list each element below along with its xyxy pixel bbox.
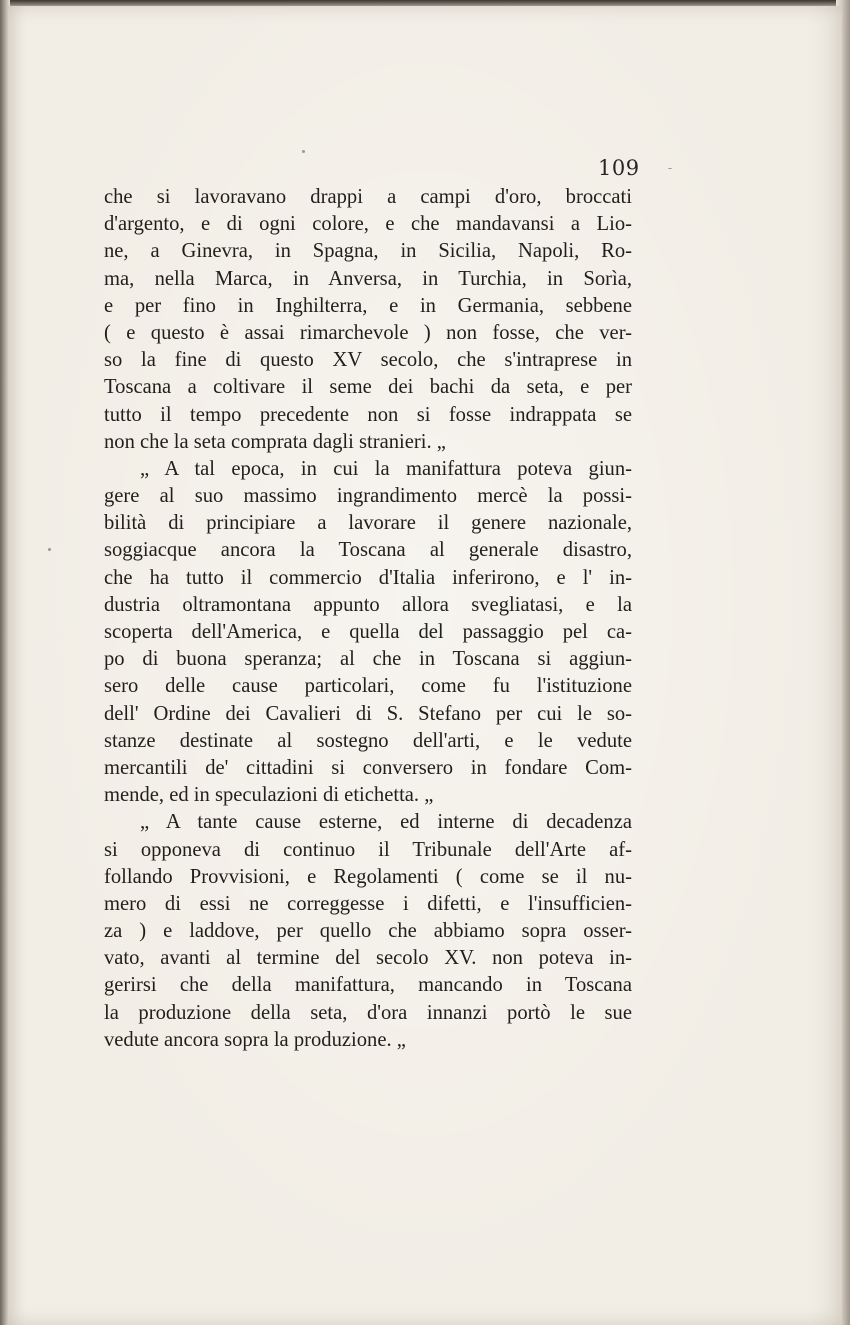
text-line: „ A tal epoca, in cui la manifattura poteva giun- bbox=[140, 457, 632, 480]
text-line: bilità di principiare a lavorare il genere nazionale, bbox=[104, 512, 632, 535]
text-line: stanze destinate al sostegno dell'arti, e le vedute bbox=[104, 729, 632, 752]
text-line: vato, avanti al termine del secolo XV. non poteva in- bbox=[104, 947, 632, 970]
text-line: che ha tutto il commercio d'Italia inferirono, e l' in- bbox=[104, 566, 632, 589]
body-text bbox=[104, 184, 632, 1054]
text-line: soggiacque ancora la Toscana al generale disastro, bbox=[104, 539, 632, 562]
text-line: po di buona speranza; al che in Toscana si aggiun- bbox=[104, 648, 632, 671]
text-line: follando Provvisioni, e Regolamenti ( come se il nu- bbox=[104, 865, 632, 888]
text-line: dell' Ordine dei Cavalieri di S. Stefano per cui le so- bbox=[104, 702, 632, 725]
text-line: so la fine di questo XV secolo, che s'intraprese in bbox=[104, 349, 632, 372]
text-line: sero delle cause particolari, come fu l'istituzione bbox=[104, 675, 632, 698]
text-line: „ A tante cause esterne, ed interne di decadenza bbox=[140, 811, 632, 834]
text-line: la produzione della seta, d'ora innanzi portò le sue bbox=[104, 1001, 632, 1024]
text-line: non che la seta comprata dagli stranieri. „ bbox=[104, 430, 446, 453]
text-line: gerirsi che della manifattura, mancando in Toscana bbox=[104, 974, 632, 997]
paper-speck bbox=[48, 548, 51, 551]
text-line: d'argento, e di ogni colore, e che mandavansi a Lio- bbox=[104, 213, 632, 236]
text-line: gere al suo massimo ingrandimento mercè la possi- bbox=[104, 485, 632, 508]
text-line: si opponeva di continuo il Tribunale dell'Arte af- bbox=[104, 838, 632, 861]
text-line: tutto il tempo precedente non si fosse indrappata se bbox=[104, 403, 632, 426]
text-line: e per fino in Inghilterra, e in Germania, sebbene bbox=[104, 294, 632, 317]
text-line: ( e questo è assai rimarchevole ) non fosse, che ver- bbox=[104, 321, 632, 344]
page-number: 109 bbox=[598, 156, 640, 180]
text-line: za ) e laddove, per quello che abbiamo sopra osser- bbox=[104, 920, 632, 943]
text-line: Toscana a coltivare il seme dei bachi da seta, e per bbox=[104, 376, 632, 399]
text-line: scoperta dell'America, e quella del passaggio pel ca- bbox=[104, 621, 632, 643]
text-line: ma, nella Marca, in Anversa, in Turchia, in Sorìa, bbox=[104, 267, 632, 290]
text-line: dustria oltramontana appunto allora svegliatasi, e la bbox=[104, 593, 632, 616]
text-line: vedute ancora sopra la produzione. „ bbox=[104, 1028, 406, 1051]
text-line: ne, a Ginevra, in Spagna, in Sicilia, Napoli, Ro- bbox=[104, 240, 632, 263]
text-line: mercantili de' cittadini si conversero in fondare Com- bbox=[104, 756, 632, 779]
text-line: mero di essi ne correggesse i difetti, e l'insufficien- bbox=[104, 892, 632, 915]
paper-speck bbox=[302, 150, 305, 153]
text-line: che si lavoravano drappi a campi d'oro, broccati bbox=[104, 186, 632, 208]
text-line: mende, ed in speculazioni di etichetta. „ bbox=[104, 784, 434, 807]
paper-speck bbox=[668, 168, 672, 169]
